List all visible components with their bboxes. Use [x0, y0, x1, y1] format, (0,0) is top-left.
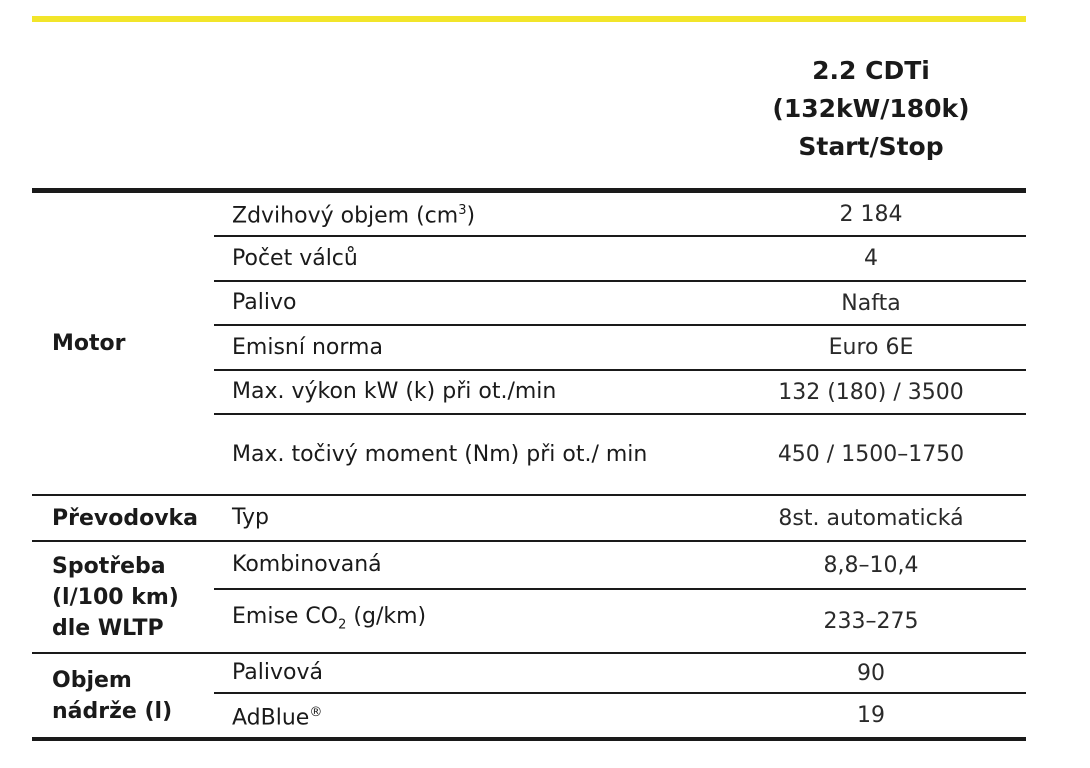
header-line-2: (132kW/180k) [772, 94, 970, 123]
group-label-prevodovka: Převodovka [52, 505, 199, 531]
param-zdvihovy-objem: Zdvihový objem $(cm^3)$ [232, 203, 476, 229]
value-max-vykon: 132 (180) / 3500 [778, 379, 964, 405]
bottom-table-rule [32, 737, 1026, 741]
value-emise-co2: 233–275 [823, 608, 919, 634]
group-label-objem-nadrze: Objem nádrže (l) [52, 667, 173, 724]
value-emisni-norma: Euro 6E [828, 335, 914, 360]
value-palivo: Nafta [841, 290, 901, 316]
header-line-3: Start/Stop [798, 132, 944, 161]
value-adblue: 19 [857, 703, 885, 728]
value-typ: 8st. automatická [778, 505, 964, 531]
value-pocet-valcu: 4 [864, 246, 878, 271]
param-max-vykon: Max. výkon kW (k) při ot./min [232, 379, 557, 404]
value-palivova: 90 [857, 660, 885, 686]
header-line-1: 2.2 CDTi [812, 56, 930, 85]
value-zdvihovy-objem: 2 184 [839, 201, 903, 227]
value-kombinovana: 8,8–10,4 [823, 552, 919, 578]
param-max-tocivy-moment: Max. točivý moment (Nm) při ot./ min [232, 441, 648, 467]
param-pocet-valcu: Počet válců [232, 245, 358, 271]
param-emisni-norma: Emisní norma [232, 334, 383, 360]
param-kombinovana: Kombinovaná [232, 552, 382, 577]
param-emise-co2: Emise $CO_2$ (g/km) [232, 603, 427, 633]
value-max-tocivy-moment: 450 / 1500–1750 [777, 442, 965, 467]
param-typ: Typ [232, 505, 269, 530]
param-adblue: AdBlue® [232, 704, 323, 731]
param-palivo: Palivo [232, 290, 297, 315]
engine-variant-header [716, 52, 1026, 166]
accent-rule [32, 16, 1026, 22]
param-palivova: Palivová [232, 660, 323, 685]
group-label-spotreba: Spotřeba (l/100 km) dle WLTP [52, 553, 179, 641]
group-label-motor: Motor [52, 331, 126, 356]
